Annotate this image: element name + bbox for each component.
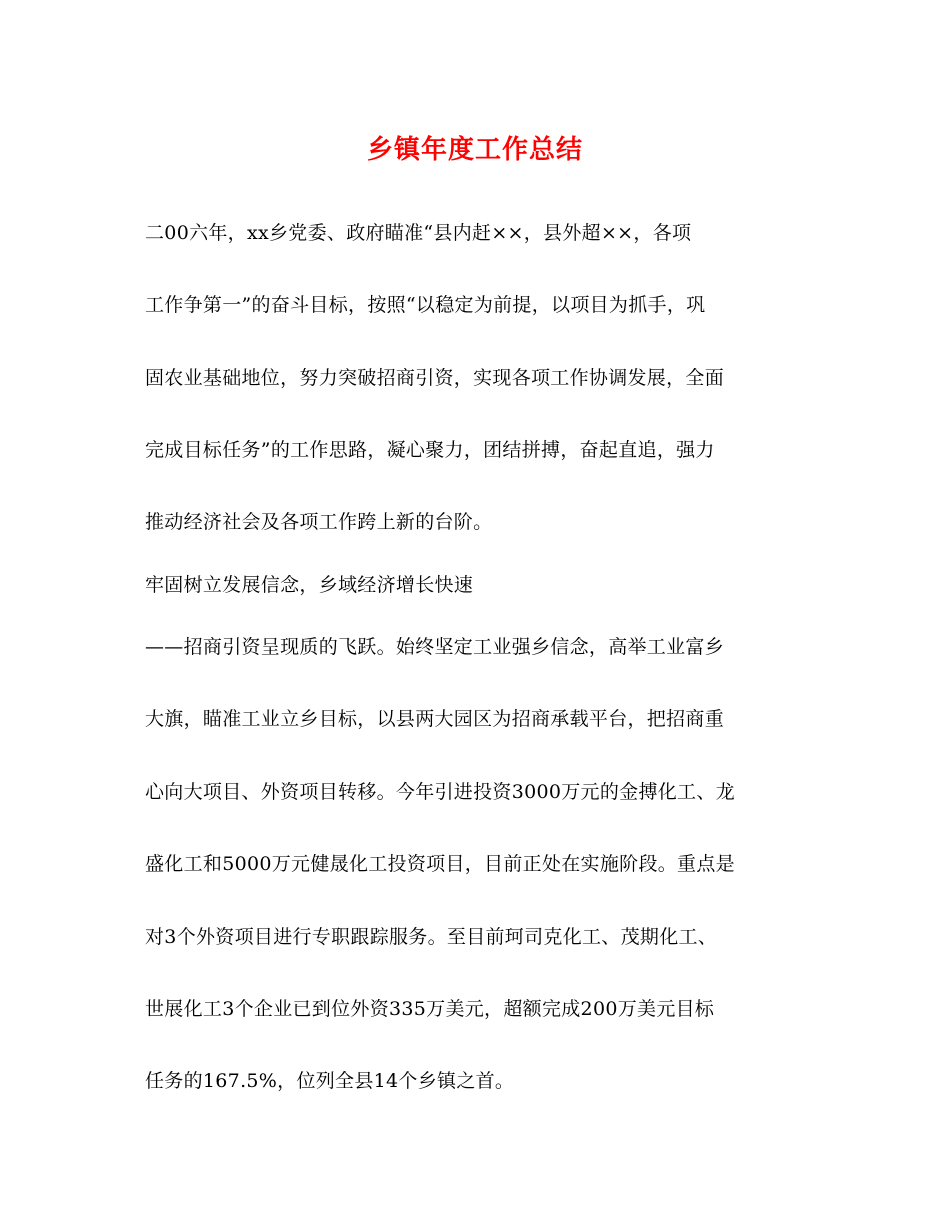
body-line: 固农业基础地位，努力突破招商引资，实现各项工作协调发展，全面 (145, 367, 725, 389)
body-line: 工作争第一”的奋斗目标，按照“以稳定为前提，以项目为抓手，巩 (145, 294, 706, 316)
body-line: 盛化工和5000万元健晟化工投资项目，目前正处在实施阶段。重点是 (145, 853, 735, 875)
body-line: 推动经济社会及各项工作跨上新的台阶。 (145, 511, 493, 533)
section-heading: 牢固树立发展信念，乡域经济增长快速 (145, 574, 474, 596)
body-line: ——招商引资呈现质的飞跃。始终坚定工业强乡信念，高举工业富乡 (145, 636, 725, 658)
body-line: 世展化工3个企业已到位外资335万美元，超额完成200万美元目标 (145, 998, 715, 1020)
document-title: 乡镇年度工作总结 (366, 135, 583, 165)
body-line: 任务的167.5%，位列全县14个乡镇之首。 (145, 1070, 515, 1092)
body-line: 对3个外资项目进行专职跟踪服务。至目前珂司克化工、茂期化工、 (145, 926, 718, 948)
body-line: 二00六年，xx乡党委、政府瞄准“县内赶××，县外超××，各项 (145, 222, 692, 244)
body-line: 大旗，瞄准工业立乡目标，以县两大园区为招商承载平台，把招商重 (145, 708, 725, 730)
body-line: 心向大项目、外资项目转移。今年引进投资3000万元的金搏化工、龙 (145, 781, 735, 803)
body-line: 完成目标任务”的工作思路，凝心聚力，团结拼搏，奋起直追，强力 (145, 439, 715, 461)
